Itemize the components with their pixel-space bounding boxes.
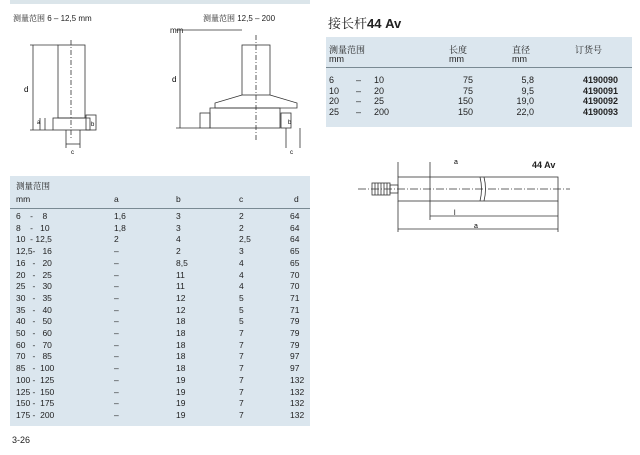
dimension-cell-range: 8 - 10 bbox=[16, 222, 50, 233]
dimension-cell-c: 3 bbox=[239, 246, 244, 257]
dimension-cell-b: 19 bbox=[176, 398, 186, 409]
dimension-cell-d: 64 bbox=[290, 234, 300, 245]
dimension-cell-c: 7 bbox=[239, 328, 244, 338]
order-cell-diameter: 9,5 bbox=[521, 85, 534, 96]
dimension-cell-d: 71 bbox=[290, 292, 300, 303]
order-cell-from: 6 bbox=[329, 75, 335, 85]
order-cell-diameter: 5,8 bbox=[521, 75, 534, 85]
dimension-cell-c: 7 bbox=[239, 398, 244, 409]
dimension-cell-a: – bbox=[114, 374, 119, 385]
dimension-table-row bbox=[10, 282, 310, 291]
large-gauge-base bbox=[210, 108, 280, 128]
dimension-cell-c: 5 bbox=[239, 304, 244, 315]
dimension-cell-a: – bbox=[114, 257, 119, 268]
order-cell-length: 75 bbox=[462, 75, 473, 85]
dimension-cell-b: 18 bbox=[176, 316, 186, 327]
dimension-cell-range: 40 - 50 bbox=[16, 316, 52, 327]
dimension-cell-b: 11 bbox=[176, 281, 185, 292]
order-table: 测量范围 长度 直径 订货号 mm mm mm 6 – 10 75 5,8 4190090 10 – 20 75 9,5 4190091 20 – 25 150 19,0 4190092 25 – 200 150 22,0 4190093 bbox=[326, 37, 632, 127]
dimension-cell-range: 25 - 30 bbox=[16, 281, 52, 292]
dimension-cell-range: 6 - 8 bbox=[16, 211, 48, 221]
range-dash: – bbox=[356, 75, 362, 85]
order-cell-length: 150 bbox=[457, 96, 473, 106]
dim-c-right: c bbox=[290, 150, 293, 156]
order-cell-order_no: 4190092 bbox=[582, 96, 618, 106]
order-cell-length: 75 bbox=[462, 85, 473, 96]
dimension-table-row bbox=[10, 399, 310, 408]
dimension-cell-d: 64 bbox=[290, 222, 300, 233]
dim-b-left: b bbox=[91, 122, 95, 128]
dimension-cell-range: 12,5- 16 bbox=[16, 246, 52, 257]
order-cell-diameter: 19,0 bbox=[516, 96, 534, 106]
dimension-cell-b: 3 bbox=[176, 211, 181, 221]
dimension-cell-d: 65 bbox=[290, 246, 300, 257]
dim-a-left: a bbox=[37, 120, 41, 126]
dimension-cell-a: – bbox=[114, 269, 119, 280]
dimension-cell-range: 125 - 150 bbox=[16, 386, 55, 397]
dimension-cell-d: 132 bbox=[290, 374, 305, 385]
dimension-cell-a: – bbox=[114, 398, 119, 409]
dimension-table-row bbox=[10, 352, 310, 361]
dimension-cell-b: 4 bbox=[176, 234, 181, 245]
dimension-cell-d: 132 bbox=[290, 409, 305, 420]
extension-rod-title: 接长杆44 Av bbox=[328, 16, 402, 31]
dimension-cell-range: 85 - 100 bbox=[16, 363, 55, 374]
dimension-table-row bbox=[10, 259, 310, 268]
dimension-cell-b: 2 bbox=[176, 246, 181, 257]
dimension-table-row bbox=[10, 294, 310, 303]
dimension-table-row bbox=[10, 247, 310, 256]
order-cell-from: 25 bbox=[329, 106, 340, 117]
dimension-table-row bbox=[10, 341, 310, 350]
dim-b-right: b bbox=[288, 120, 292, 126]
dimension-table-row bbox=[10, 317, 310, 326]
dimension-cell-a: – bbox=[114, 304, 119, 315]
page-number: 3-26 bbox=[12, 435, 31, 445]
range-dash: – bbox=[356, 106, 362, 117]
dimension-table-row bbox=[10, 388, 310, 397]
dimension-cell-b: 11 bbox=[176, 269, 185, 280]
dimension-cell-range: 10 - 12,5 bbox=[16, 234, 52, 245]
dimension-cell-range: 100 - 125 bbox=[16, 374, 55, 385]
dimension-cell-a: – bbox=[114, 292, 119, 303]
dimension-cell-d: 71 bbox=[290, 304, 300, 315]
dimension-cell-a: – bbox=[114, 409, 119, 420]
dimension-cell-d: 65 bbox=[290, 257, 300, 268]
dimension-cell-a: – bbox=[114, 328, 119, 338]
order-cell-from: 20 bbox=[329, 96, 340, 106]
order-cell-order_no: 4190093 bbox=[582, 106, 618, 117]
dimension-cell-range: 60 - 70 bbox=[16, 339, 52, 350]
order-cell-to: 25 bbox=[374, 96, 385, 106]
order-cell-order_no: 4190091 bbox=[582, 85, 618, 96]
dimension-cell-range: 50 - 60 bbox=[16, 328, 52, 338]
dimension-cell-c: 7 bbox=[239, 386, 244, 397]
small-gauge-base bbox=[53, 118, 90, 130]
dimension-cell-a: 1,6 bbox=[114, 211, 126, 221]
dimension-cell-b: 18 bbox=[176, 328, 186, 338]
order-cell-diameter: 22,0 bbox=[516, 106, 534, 117]
dimension-cell-b: 18 bbox=[176, 339, 186, 350]
dimension-table-header: 测量范围 bbox=[16, 181, 51, 191]
dimension-cell-range: 30 - 35 bbox=[16, 292, 52, 303]
dimension-table-row bbox=[10, 271, 310, 280]
dimension-cell-c: 5 bbox=[239, 292, 244, 303]
dimension-cell-b: 8,5 bbox=[176, 257, 188, 268]
right-drawing-caption: 测量范围 12,5 – 200 bbox=[203, 14, 276, 23]
dimension-cell-b: 3 bbox=[176, 222, 181, 233]
dimension-cell-b: 12 bbox=[176, 292, 186, 303]
mm-label: mm bbox=[170, 26, 184, 35]
range-dash: – bbox=[356, 96, 362, 106]
dimension-cell-d: 79 bbox=[290, 328, 300, 338]
left-drawing-caption: 测量范围 6 – 12,5 mm bbox=[13, 14, 92, 23]
dimension-cell-c: 2 bbox=[239, 211, 244, 221]
dimension-cell-c: 2,5 bbox=[239, 234, 251, 245]
order-cell-to: 200 bbox=[374, 106, 390, 117]
order-cell-order_no: 4190090 bbox=[582, 75, 618, 85]
order-cell-to: 20 bbox=[374, 85, 385, 96]
dimension-cell-c: 4 bbox=[239, 257, 244, 268]
dimension-cell-b: 19 bbox=[176, 386, 186, 397]
dimension-cell-a: – bbox=[114, 246, 119, 257]
dimension-cell-c: 5 bbox=[239, 316, 244, 327]
dimension-cell-c: 7 bbox=[239, 363, 244, 374]
dim-c-left: c bbox=[71, 150, 74, 156]
dimension-cell-d: 79 bbox=[290, 316, 300, 327]
dimension-cell-d: 70 bbox=[290, 281, 300, 292]
dimension-cell-b: 12 bbox=[176, 304, 186, 315]
dimension-cell-b: 19 bbox=[176, 409, 186, 420]
dimension-cell-range: 35 - 40 bbox=[16, 304, 52, 315]
dimension-cell-b: 19 bbox=[176, 374, 186, 385]
dimension-table-row bbox=[10, 411, 310, 420]
rod-figure-label: 44 Av bbox=[532, 160, 556, 170]
dimension-cell-range: 20 - 25 bbox=[16, 269, 52, 280]
dimension-cell-a: – bbox=[114, 339, 119, 350]
range-dash: – bbox=[356, 85, 362, 96]
dimension-cell-c: 2 bbox=[239, 222, 244, 233]
dim-d-left: d bbox=[24, 85, 29, 94]
rod-dim-a: a bbox=[454, 159, 458, 166]
dimension-table-row bbox=[10, 212, 310, 221]
rod-dim-l: l bbox=[454, 210, 456, 217]
order-cell-from: 10 bbox=[329, 85, 340, 96]
dimension-cell-d: 132 bbox=[290, 398, 305, 409]
extension-rod-drawing bbox=[350, 150, 620, 250]
technical-drawings bbox=[0, 0, 320, 170]
dimension-cell-range: 16 - 20 bbox=[16, 257, 52, 268]
dimension-table-row bbox=[10, 329, 310, 338]
dimension-cell-b: 18 bbox=[176, 351, 186, 362]
dimension-cell-a: – bbox=[114, 363, 119, 374]
dimension-cell-range: 70 - 85 bbox=[16, 351, 52, 362]
large-gauge-left-anvil bbox=[200, 113, 210, 128]
dimension-cell-a: – bbox=[114, 316, 119, 327]
dimension-cell-c: 7 bbox=[239, 409, 244, 420]
dimension-cell-c: 4 bbox=[239, 269, 244, 280]
dimension-cell-a: 1,8 bbox=[114, 222, 126, 233]
rod-dim-a-bottom: a bbox=[474, 223, 478, 230]
order-cell-length: 150 bbox=[457, 106, 473, 117]
dimension-cell-a: – bbox=[114, 351, 119, 362]
dimension-cell-b: 18 bbox=[176, 363, 186, 374]
dimension-cell-a: – bbox=[114, 386, 119, 397]
dimension-cell-d: 79 bbox=[290, 339, 300, 350]
dimension-cell-a: – bbox=[114, 281, 119, 292]
dimension-cell-a: 2 bbox=[114, 234, 119, 245]
dimension-cell-d: 70 bbox=[290, 269, 300, 280]
dimension-cell-d: 64 bbox=[290, 211, 300, 221]
dimension-cell-d: 97 bbox=[290, 363, 300, 374]
dimension-cell-range: 175 - 200 bbox=[16, 409, 55, 420]
dimension-cell-c: 7 bbox=[239, 351, 244, 362]
dimension-table-row bbox=[10, 376, 310, 385]
dimension-table bbox=[10, 176, 310, 426]
dimension-table-units: mm a b c d bbox=[16, 194, 299, 204]
dim-d-right: d bbox=[172, 75, 177, 84]
dimension-cell-c: 7 bbox=[239, 339, 244, 350]
dimension-table-row bbox=[10, 235, 310, 244]
dimension-cell-range: 150 - 175 bbox=[16, 398, 55, 409]
order-cell-to: 10 bbox=[374, 75, 385, 85]
dimension-cell-c: 7 bbox=[239, 374, 244, 385]
dimension-cell-d: 97 bbox=[290, 351, 300, 362]
dimension-cell-c: 4 bbox=[239, 281, 244, 292]
small-gauge-body bbox=[58, 45, 85, 118]
dimension-table-row bbox=[10, 224, 310, 233]
dimension-cell-d: 132 bbox=[290, 386, 305, 397]
dimension-table-row bbox=[10, 364, 310, 373]
dimension-table-row bbox=[10, 306, 310, 315]
